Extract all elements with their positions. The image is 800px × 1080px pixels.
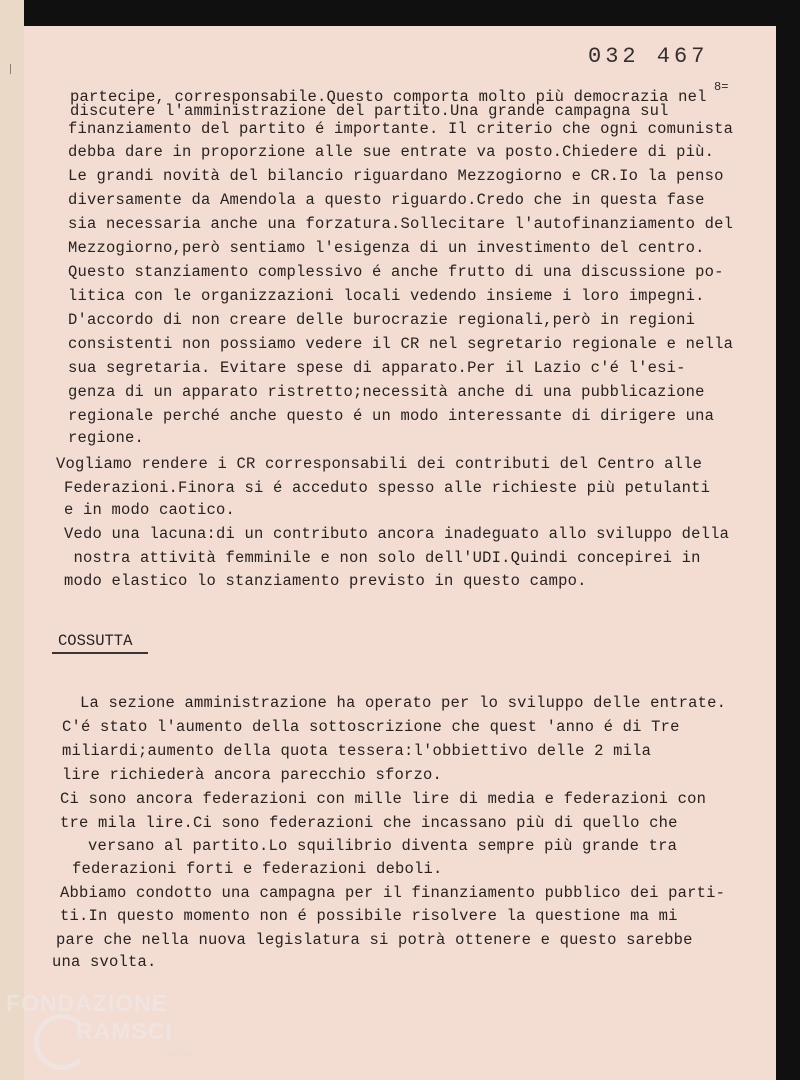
scan-mark — [10, 64, 11, 74]
text-line: Mezzogiorno,però sentiamo l'esigenza di un investimento del centro. — [68, 239, 705, 257]
text-line: finanziamento del partito é importante. Il criterio che ogni comunista — [68, 120, 734, 138]
scan-top-border — [24, 0, 800, 26]
text-line: sia necessaria anche una forzatura.Sollecitare l'autofinanziamento del — [68, 215, 734, 233]
text-line: genza di un apparato ristretto;necessità anche di una pubblicazione — [68, 383, 705, 401]
fondazione-gramsci-watermark — [0, 990, 210, 1080]
text-line: consistenti non possiamo vedere il CR nel segretario regionale e nella — [68, 335, 734, 353]
text-line: nostra attività femminile e non solo dell'UDI.Quindi concepirei in — [64, 549, 701, 567]
heading-underline — [52, 652, 148, 654]
text-line: Ci sono ancora federazioni con mille lire di media e federazioni con — [60, 790, 707, 808]
text-line: debba dare in proporzione alle sue entrate va posto.Chiedere di più. — [68, 143, 715, 161]
text-line: sua segretaria. Evitare spese di apparato.Per il Lazio c'é l'esi- — [68, 359, 686, 377]
scan-right-border — [776, 26, 800, 1080]
text-line: una svolta. — [52, 953, 157, 971]
speaker-heading: COSSUTTA — [58, 632, 133, 650]
text-line: discutere l'amministrazione del partito.Una grande campagna sul — [70, 102, 669, 120]
text-line: lire richiederà ancora parecchio sforzo. — [62, 766, 443, 784]
watermark-line3: onlus — [168, 1048, 195, 1058]
text-line: e in modo caotico. — [64, 501, 236, 519]
scan-left-edge — [0, 0, 24, 1080]
text-line: Federazioni.Finora si é acceduto spesso alle richieste più petulanti — [64, 479, 711, 497]
text-line: D'accordo di non creare delle burocrazie regionali,però in regioni — [68, 311, 696, 329]
text-line: litica con le organizzazioni locali vedendo insieme i loro impegni. — [68, 287, 705, 305]
text-line: C'é stato l'aumento della sottoscrizione che quest 'anno é di Tre — [62, 718, 680, 736]
archive-number: 032 467 — [588, 44, 709, 69]
text-line: pare che nella nuova legislatura si potrà ottenere e questo sarebbe — [56, 931, 693, 949]
text-line: diversamente da Amendola a questo riguardo.Credo che in questa fase — [68, 191, 705, 209]
text-line: tre mila lire.Ci sono federazioni che incassano più di quello che — [60, 814, 678, 832]
watermark-line1: FONDAZIONE — [6, 990, 169, 1016]
text-line: Le grandi novità del bilancio riguardano Mezzogiorno e CR.Io la penso — [68, 167, 724, 185]
text-line: Abbiamo condotto una campagna per il finanziamento pubblico dei parti- — [60, 884, 726, 902]
text-line: ti.In questo momento non é possibile risolvere la questione ma mi — [60, 907, 678, 925]
text-line: federazioni forti e federazioni deboli. — [72, 860, 443, 878]
page-number: 8= — [714, 80, 729, 94]
watermark-line2: RAMSCI — [76, 1018, 173, 1044]
text-line: modo elastico lo stanziamento previsto in questo campo. — [64, 572, 587, 590]
text-line: versano al partito.Lo squilibrio diventa sempre più grande tra — [88, 837, 678, 855]
text-line: regione. — [68, 429, 145, 447]
text-line: miliardi;aumento della quota tessera:l'obbiettivo delle 2 mila — [62, 742, 652, 760]
text-line: La sezione amministrazione ha operato per lo sviluppo delle entrate. — [80, 694, 727, 712]
text-line: Vedo una lacuna:di un contributo ancora inadeguato allo sviluppo della — [64, 525, 730, 543]
text-line: Questo stanziamento complessivo é anche frutto di una discussione po- — [68, 263, 724, 281]
text-line: regionale perché anche questo é un modo interessante di dirigere una — [68, 407, 715, 425]
text-line: partecipe, corresponsabile.Questo comporta molto più democrazia nel — [70, 88, 707, 106]
text-line: Vogliamo rendere i CR corresponsabili dei contributi del Centro alle — [56, 455, 703, 473]
